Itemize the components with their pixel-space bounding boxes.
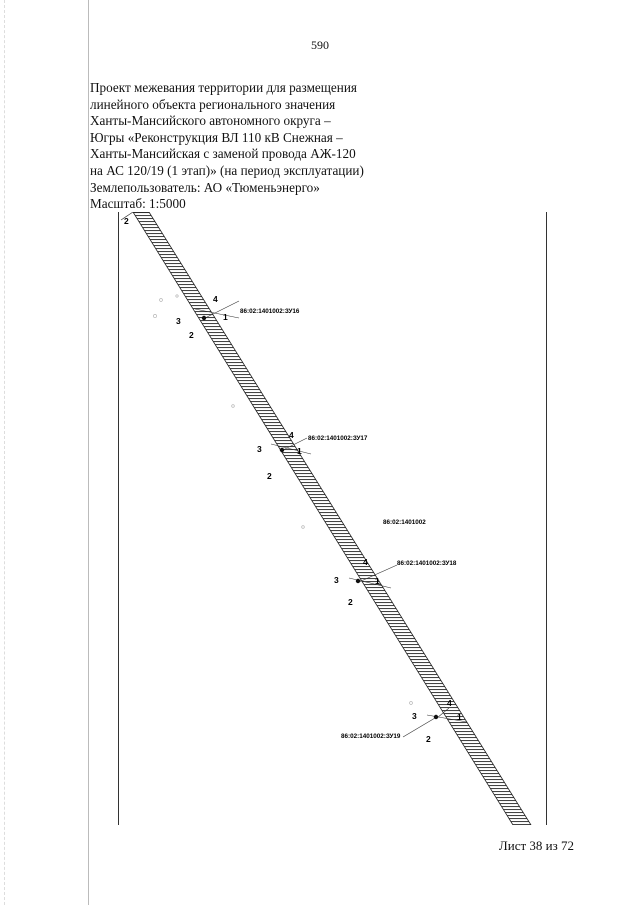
point-1: 1 [457,712,462,722]
title-line: линейного объекта регионального значения [90,96,336,112]
cadastral-block-label: 86:02:1401002 [383,519,426,526]
point-2: 2 [426,734,431,744]
cadastral-map [118,212,547,825]
corner-point-number: 2 [124,216,129,226]
point-1: 1 [223,312,228,322]
point-3: 3 [257,444,262,454]
point-3: 3 [334,575,339,585]
title-line: на АС 120/19 (1 этап)» (на период эксплуатации) [90,162,364,178]
sheet-number: Лист 38 из 72 [498,838,574,853]
point-4: 4 [213,294,218,304]
point-1: 1 [297,446,302,456]
cadastral-label-zu16: 86:02:1401002:ЗУ16 [240,308,300,315]
point-4: 4 [289,430,294,440]
cadastral-label-zu17: 86:02:1401002:ЗУ17 [308,435,368,442]
scan-edge [4,0,6,905]
line-object-strip [133,212,531,825]
point-2: 2 [189,330,194,340]
point-3: 3 [412,711,417,721]
cadastral-label-zu19: 86:02:1401002:ЗУ19 [341,733,401,740]
point-2: 2 [267,471,272,481]
title-line: Югры «Реконструкция ВЛ 110 кВ Снежная – [90,129,343,145]
point-3: 3 [176,316,181,326]
title-line: Ханты-Мансийская с заменой провода АЖ-120 [90,146,356,162]
title-line: Ханты-Мансийского автономного округа – [90,113,331,129]
document-title-block [90,80,390,213]
map-drawing [119,212,546,825]
land-user-line: Землепользователь: АО «Тюменьэнерго» [90,179,320,195]
point-4: 4 [363,557,368,567]
point-1: 1 [375,576,380,586]
cadastral-label-zu18: 86:02:1401002:ЗУ18 [397,560,457,567]
point-2: 2 [348,597,353,607]
binding-margin-line [88,0,89,905]
scan-speckles [153,295,412,705]
point-4: 4 [447,698,452,708]
page-number: 590 [311,38,329,52]
scale-line: Масштаб: 1:5000 [90,196,186,212]
title-line: Проект межевания территории для размещения [90,80,357,95]
